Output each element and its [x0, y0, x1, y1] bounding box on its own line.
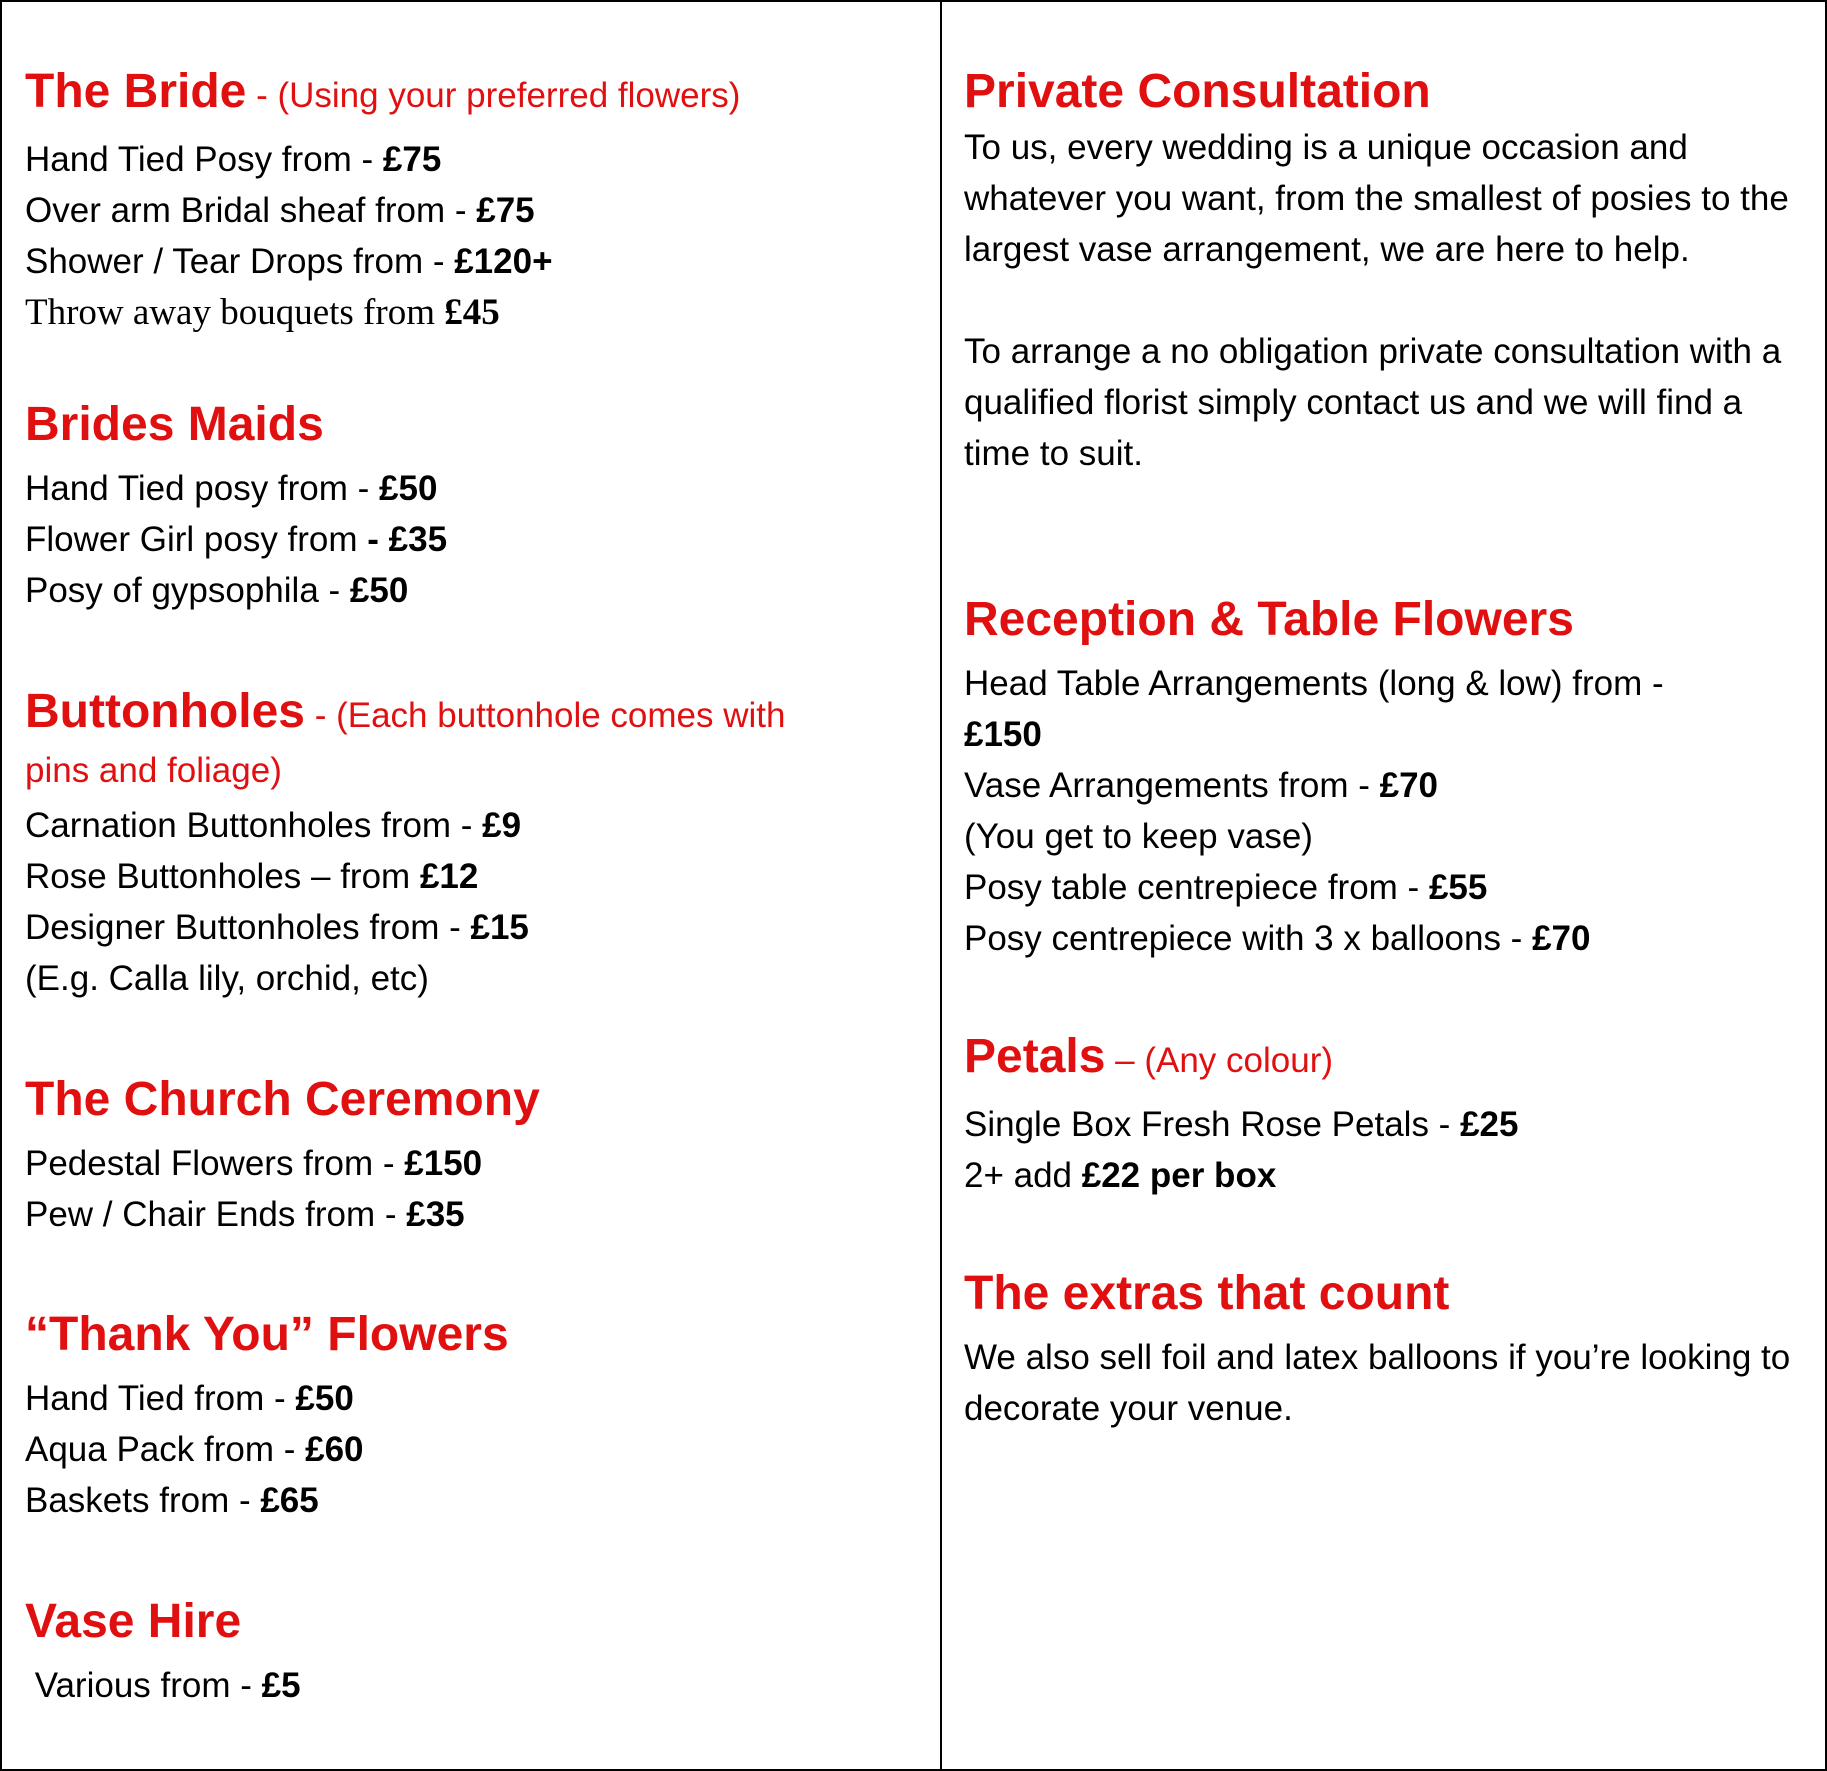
section-title: Brides Maids: [25, 398, 324, 451]
list-item: Baskets from - £65: [25, 1481, 319, 1520]
list-item: Designer Buttonholes from - £15: [25, 908, 529, 947]
list-item: 2+ add £22 per box: [964, 1156, 1277, 1195]
list-item: Various from - £5: [25, 1666, 301, 1705]
paragraph: We also sell foil and latex balloons if you’re looking to decorate your venue.: [964, 1338, 1791, 1428]
section-vase-hire: [25, 1592, 915, 1711]
list-item: (You get to keep vase): [964, 817, 1313, 856]
list-item: Aqua Pack from - £60: [25, 1430, 364, 1469]
section-title: The Church Ceremony: [25, 1073, 540, 1126]
section-title: “Thank You” Flowers: [25, 1308, 509, 1361]
list-item: Pew / Chair Ends from - £35: [25, 1195, 465, 1234]
paragraph: To us, every wedding is a unique occasion and whatever you want, from the smallest of posies to the largest vase arrangement, we are here to help.: [964, 128, 1789, 269]
list-item: (E.g. Calla lily, orchid, etc): [25, 959, 429, 998]
list-item: Rose Buttonholes – from £12: [25, 857, 479, 896]
section-title: Private Consultation: [964, 65, 1431, 118]
list-item: Carnation Buttonholes from - £9: [25, 806, 522, 845]
list-item: Hand Tied from - £50: [25, 1379, 354, 1418]
section-petals: [964, 1027, 1809, 1201]
section-consultation: [964, 62, 1809, 479]
section-extras: [964, 1264, 1809, 1434]
section-bride: [25, 62, 915, 338]
list-item: Posy of gypsophila - £50: [25, 571, 409, 610]
section-church: [25, 1070, 915, 1240]
list-item: Shower / Tear Drops from - £120+: [25, 242, 553, 281]
list-item: £150: [964, 715, 1042, 754]
list-item: Posy centrepiece with 3 x balloons - £70: [964, 919, 1591, 958]
list-item: Flower Girl posy from - £35: [25, 520, 448, 559]
section-bridesmaids: [25, 395, 915, 616]
list-item: Vase Arrangements from - £70: [964, 766, 1439, 805]
section-title: Reception & Table Flowers: [964, 593, 1574, 646]
paragraph: To arrange a no obligation private consultation with a qualified florist simply contact us and we will find a time to suit.: [964, 332, 1782, 473]
section-note: pins and foliage): [25, 751, 282, 790]
section-title: Petals – (Any colour): [964, 1030, 1334, 1083]
list-item: Hand Tied posy from - £50: [25, 469, 438, 508]
list-item: Posy table centrepiece from - £55: [964, 868, 1488, 907]
section-thank-you: [25, 1305, 915, 1526]
list-item: Over arm Bridal sheaf from - £75: [25, 191, 535, 230]
list-item: Throw away bouquets from £45: [25, 292, 500, 333]
section-title: The extras that count: [964, 1267, 1450, 1320]
section-title: Vase Hire: [25, 1595, 242, 1648]
list-item: Pedestal Flowers from - £150: [25, 1144, 483, 1183]
section-buttonholes: [25, 682, 915, 1004]
list-item: Single Box Fresh Rose Petals - £25: [964, 1105, 1519, 1144]
column-divider: [940, 2, 942, 1769]
section-title: Buttonholes - (Each buttonhole comes with: [25, 685, 786, 738]
section-title: The Bride - (Using your preferred flowers): [25, 65, 741, 118]
list-item: Hand Tied Posy from - £75: [25, 140, 442, 179]
list-item: Head Table Arrangements (long & low) from -: [964, 664, 1664, 703]
section-reception: [964, 590, 1809, 964]
